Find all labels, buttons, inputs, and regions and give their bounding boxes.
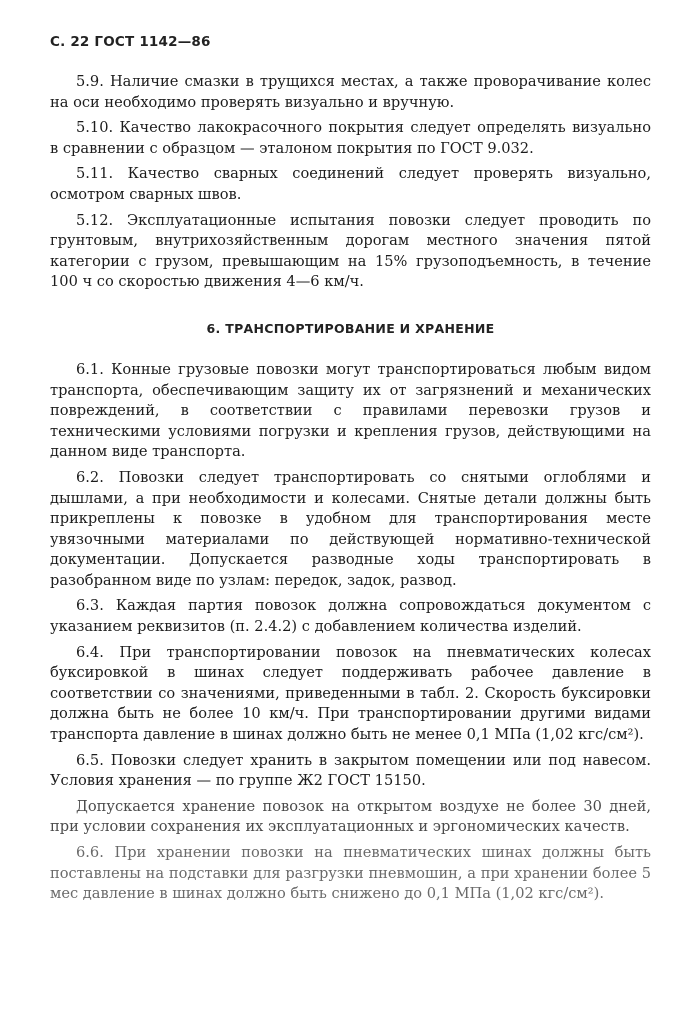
paragraph-5-11: 5.11. Качество сварных соединений следует проверять визуально, осмотром сварных швов.	[50, 165, 651, 203]
paragraph-6-3: 6.3. Каждая партия повозок должна сопровождаться документом с указанием реквизитов (п. 2.4.2) с добавлением количества изделий.	[50, 597, 651, 636]
paragraph-5-12: 5.12. Эксплуатационные испытания повозки следует проводить по грунтовым, внутрихозяйственным дорогам местного значения пятой категории с грузом, превышающим на 15% грузоподъемность, в течение 100 ч со скоростью движения 4—6 км/ч.	[50, 211, 651, 291]
paragraph-6-6: 6.6. При хранении повозки на пневматических шинах должны быть поставлены на подставки для разгрузки пневмошин, а при хранении более 5 мес давление в шинах должно быть снижено до 0,1 МПа (1,02 кгс/см²).	[50, 844, 651, 903]
paragraph-5-10: 5.10. Качество лакокрасочного покрытия следует определять визуально в сравнении с образцом — эталоном покрытия по ГОСТ 9.032.	[50, 119, 651, 157]
paragraph-6-4: 6.4. При транспортировании повозок на пневматических колесах буксировкой в шинах следует поддерживать рабочее давление в соответствии со значениями, приведенными в табл. 2. Скорость буксировки должна быть не более 10 км/ч. При транспортировании другими видами транспорта давление в шинах должно быть не менее 0,1 МПа (1,02 кгс/см²).	[50, 643, 651, 744]
running-header: С. 22 ГОСТ 1142—86	[50, 34, 211, 50]
section-6-title: 6. ТРАНСПОРТИРОВАНИЕ И ХРАНЕНИЕ	[206, 320, 495, 336]
paragraph-6-5-continuation: Допускается хранение повозок на открытом воздухе не более 30 дней, при условии сохранения их эксплуатационных и эргономических качеств.	[50, 797, 651, 836]
paragraph-6-1: 6.1. Конные грузовые повозки могут транспортироваться любым видом транспорта, обеспечивающим защиту их от загрязнений и механических повреждений, в соответствии с правилами перевозки грузов и техническими условиями погрузки и крепления грузов, действующими на данном виде транспорта.	[50, 360, 651, 461]
paragraph-6-2: 6.2. Повозки следует транспортировать со снятыми оглоблями и дышлами, а при необходимости и колесами. Снятые детали должны быть прикреплены к повозке в удобном для транспортирования месте увязочными материалами по действующей нормативно-технической документации. Допускается разводные ходы транспортировать в разобранном виде по узлам: передок, задок, развод.	[50, 468, 651, 589]
paragraph-6-5: 6.5. Повозки следует хранить в закрытом помещении или под навесом. Условия хранения — по группе Ж2 ГОСТ 15150.	[50, 751, 651, 790]
paragraph-5-9: 5.9. Наличие смазки в трущихся местах, а также проворачивание колес на оси необходимо проверять визуально и вручную.	[50, 73, 651, 111]
